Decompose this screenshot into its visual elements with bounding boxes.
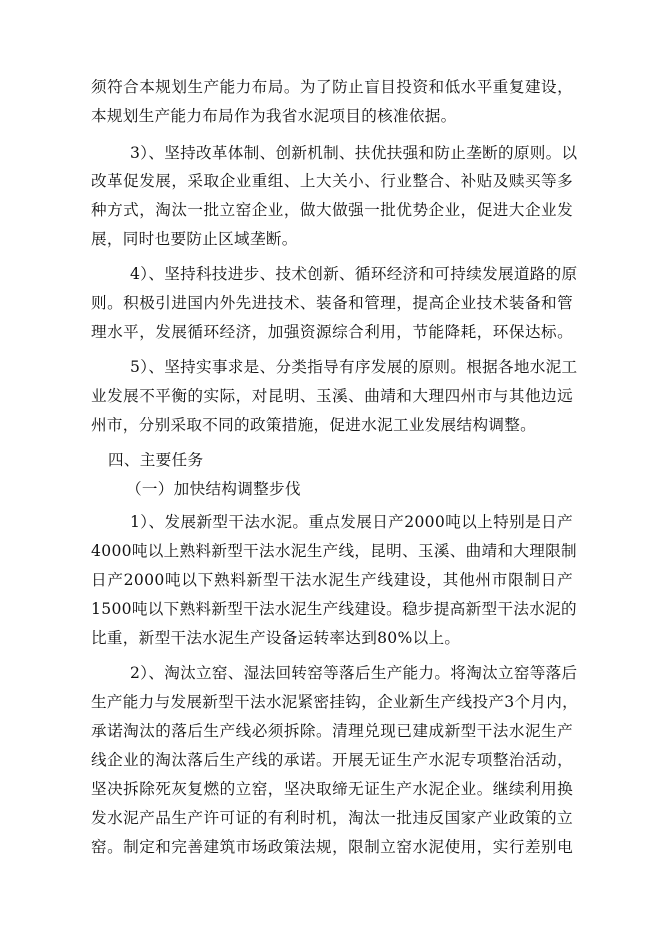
text-line: 4）、坚持科技进步、技术创新、循环经济和可持续发展道路的原 — [130, 265, 578, 283]
text-line: 4000吨以上熟料新型干法水泥生产线，昆明、玉溪、曲靖和大理限制 — [91, 542, 577, 560]
text-line: 则。积极引进国内外先进技术、装备和管理，提高企业技术装备和管 — [91, 294, 573, 312]
text-line: 生产能力与发展新型干法水泥紧密挂钩，企业新生产线投产3个月内， — [91, 693, 579, 711]
text-line: 本规划生产能力布局作为我省水泥项目的核准依据。 — [91, 107, 457, 125]
text-line: 线企业的淘汰落后生产线的承诺。开展无证生产水泥专项整治活动， — [91, 751, 573, 769]
subsection-heading: （一）加快结构调整步伐 — [126, 480, 301, 498]
text-line: 坚决拆除死灰复燃的立窑，坚决取缔无证生产水泥企业。继续利用换 — [91, 780, 573, 798]
text-line: 改革促发展，采取企业重组、上大关小、行业整合、补贴及赎买等多 — [91, 172, 573, 190]
text-line: 1500吨以下熟料新型干法水泥生产线建设。稳步提高新型干法水泥的 — [91, 600, 577, 618]
text-line: 理水平，发展循环经济，加强资源综合利用，节能降耗，环保达标。 — [91, 323, 573, 341]
text-line: 须符合本规划生产能力布局。为了防止盲目投资和低水平重复建设， — [91, 78, 573, 96]
text-line: 业发展不平衡的实际，对昆明、玉溪、曲靖和大理四州市与其他边远 — [91, 387, 573, 405]
text-line: 承诺淘汰的落后生产线必须拆除。清理兑现已建成新型干法水泥生产 — [91, 722, 573, 740]
text-line: 发水泥产品生产许可证的有利时机，淘汰一批违反国家产业政策的立 — [91, 809, 573, 827]
text-line: 种方式，淘汰一批立窑企业，做大做强一批优势企业，促进大企业发 — [91, 201, 573, 219]
section-heading: 四、主要任务 — [108, 451, 204, 469]
text-line: 日产2000吨以下熟料新型干法水泥生产线建设，其他州市限制日产 — [91, 571, 573, 589]
text-line: 州市，分别采取不同的政策措施，促进水泥工业发展结构调整。 — [91, 416, 537, 434]
text-line: 5）、坚持实事求是、分类指导有序发展的原则。根据各地水泥工 — [130, 358, 578, 376]
text-line: 展，同时也要防止区域垄断。 — [91, 230, 298, 248]
text-line: 2）、淘汰立窑、湿法回转窑等落后生产能力。将淘汰立窑等落后 — [130, 664, 578, 682]
text-line: 1）、发展新型干法水泥。重点发展日产2000吨以上特别是日产 — [130, 513, 573, 531]
text-line: 窑。制定和完善建筑市场政策法规，限制立窑水泥使用，实行差别电 — [91, 838, 573, 856]
text-line: 比重，新型干法水泥生产设备运转率达到80%以上。 — [91, 629, 461, 647]
text-line: 3）、坚持改革体制、创新机制、扶优扶强和防止垄断的原则。以 — [130, 144, 578, 162]
